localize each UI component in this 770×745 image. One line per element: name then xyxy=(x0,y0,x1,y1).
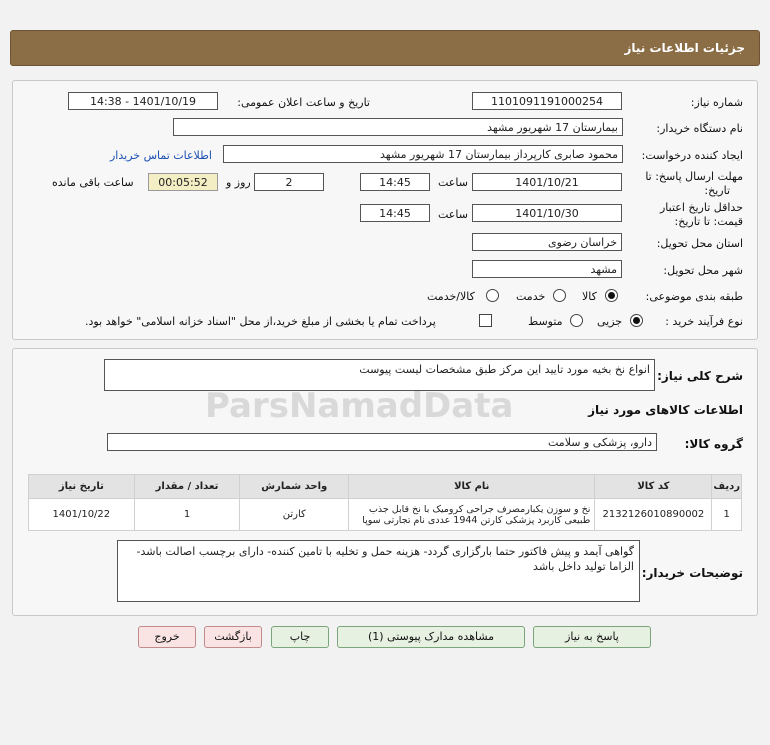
announce-label: تاریخ و ساعت اعلان عمومی: xyxy=(237,96,370,109)
reply-button[interactable]: پاسخ به نیاز xyxy=(533,626,651,648)
need-number-label: شماره نیاز: xyxy=(690,96,743,109)
remaining-days-field: 2 xyxy=(254,173,324,191)
goods-info-title: اطلاعات کالاهای مورد نیاز xyxy=(588,403,743,417)
category-goods-service-radio[interactable] xyxy=(486,289,499,302)
cell-row: 1 xyxy=(712,499,742,531)
category-goods-service-label: کالا/خدمت xyxy=(427,290,475,303)
col-date-header: تاریخ نیاز xyxy=(29,475,135,499)
summary-label: شرح کلی نیاز: xyxy=(657,369,743,383)
col-code-header: کد کالا xyxy=(595,475,712,499)
category-label: طبقه بندی موضوعی: xyxy=(645,290,743,303)
buyer-notes-field: گواهی آیمد و پیش فاکتور حتما بارگزاری گردد- هزینه حمل و تخلیه با تامین کننده- دارای برچسب اصالت باشد-الزاما تولید داخل باشد xyxy=(117,540,640,602)
validity-label-line1: حداقل تاریخ اعتبار xyxy=(659,201,743,214)
buyer-notes-label: توضیحات خریدار: xyxy=(641,566,743,580)
goods-table xyxy=(28,474,742,531)
goods-group-label: گروه کالا: xyxy=(684,437,743,451)
validity-label-line2: قیمت: تا تاریخ: xyxy=(674,215,743,228)
back-button[interactable]: بازگشت xyxy=(204,626,262,648)
process-minor-radio[interactable] xyxy=(630,314,643,327)
col-qty-header: تعداد / مقدار xyxy=(134,475,240,499)
validity-time-field: 14:45 xyxy=(360,204,430,222)
buyer-contact-link[interactable]: اطلاعات تماس خریدار xyxy=(110,149,212,162)
watermark-logo: ParsNamadData xyxy=(205,386,514,426)
deadline-date-field: 1401/10/21 xyxy=(472,173,622,191)
process-label: نوع فرآیند خرید : xyxy=(665,315,743,328)
deadline-hour-label: ساعت xyxy=(438,176,468,189)
buyer-org-field: بیمارستان 17 شهریور مشهد xyxy=(173,118,623,136)
process-medium-label: متوسط xyxy=(528,315,563,328)
need-number-field: 1101091191000254 xyxy=(472,92,622,110)
deadline-label-line2: تاریخ: xyxy=(704,184,730,197)
cell-qty: 1 xyxy=(134,499,240,531)
remaining-time-field: 00:05:52 xyxy=(148,173,218,191)
deadline-label-line1: مهلت ارسال پاسخ: تا xyxy=(645,170,743,183)
page-header xyxy=(10,30,760,66)
category-service-label: خدمت xyxy=(516,290,546,303)
cell-unit: کارتن xyxy=(240,499,349,531)
page-title: جزئیات اطلاعات نیاز xyxy=(624,41,745,55)
process-medium-radio[interactable] xyxy=(570,314,583,327)
col-row-header: ردیف xyxy=(712,475,742,499)
remaining-label: ساعت باقی مانده xyxy=(52,176,134,189)
requester-label: ایجاد کننده درخواست: xyxy=(641,149,743,162)
requester-field: محمود صابری کارپرداز بیمارستان 17 شهریور مشهد xyxy=(223,145,623,163)
category-goods-radio[interactable] xyxy=(605,289,618,302)
cell-name-line1: نخ و سوزن یکبارمصرف جراحی کرومیک با نخ قابل جذب xyxy=(368,503,591,515)
validity-hour-label: ساعت xyxy=(438,208,468,221)
treasury-payment-note: پرداخت تمام یا بخشی از مبلغ خرید،از محل "اسناد خزانه اسلامی" خواهد بود. xyxy=(85,315,436,328)
goods-group-field: دارو، پزشکی و سلامت xyxy=(107,433,657,451)
deadline-time-field: 14:45 xyxy=(360,173,430,191)
city-label: شهر محل تحویل: xyxy=(663,264,743,277)
cell-name xyxy=(349,499,595,531)
cell-name-line2: طبیعی کاربرد پزشکی کارتن 1944 عددی نام تجارتی سوپا xyxy=(362,514,591,526)
table-row xyxy=(29,499,742,531)
process-minor-label: جزیی xyxy=(597,315,623,328)
buyer-org-label: نام دستگاه خریدار: xyxy=(656,122,743,135)
category-goods-label: کالا xyxy=(582,290,597,303)
print-button[interactable]: چاپ xyxy=(271,626,329,648)
col-unit-header: واحد شمارش xyxy=(240,475,349,499)
announce-datetime-field: 1401/10/19 - 14:38 xyxy=(68,92,218,110)
cell-code: 2132126010890002 xyxy=(595,499,712,531)
treasury-payment-checkbox[interactable] xyxy=(479,314,492,327)
province-label: استان محل تحویل: xyxy=(656,237,743,250)
cell-date: 1401/10/22 xyxy=(29,499,135,531)
category-service-radio[interactable] xyxy=(553,289,566,302)
province-field: خراسان رضوی xyxy=(472,233,622,251)
city-field: مشهد xyxy=(472,260,622,278)
exit-button[interactable]: خروج xyxy=(138,626,196,648)
validity-date-field: 1401/10/30 xyxy=(472,204,622,222)
view-attachments-button[interactable]: مشاهده مدارک پیوستی (1) xyxy=(337,626,525,648)
summary-field: انواع نخ بخیه مورد تایید این مرکز طبق مشخصات لیست پیوست xyxy=(104,359,655,391)
col-name-header: نام کالا xyxy=(349,475,595,499)
days-label: روز و xyxy=(226,176,251,189)
